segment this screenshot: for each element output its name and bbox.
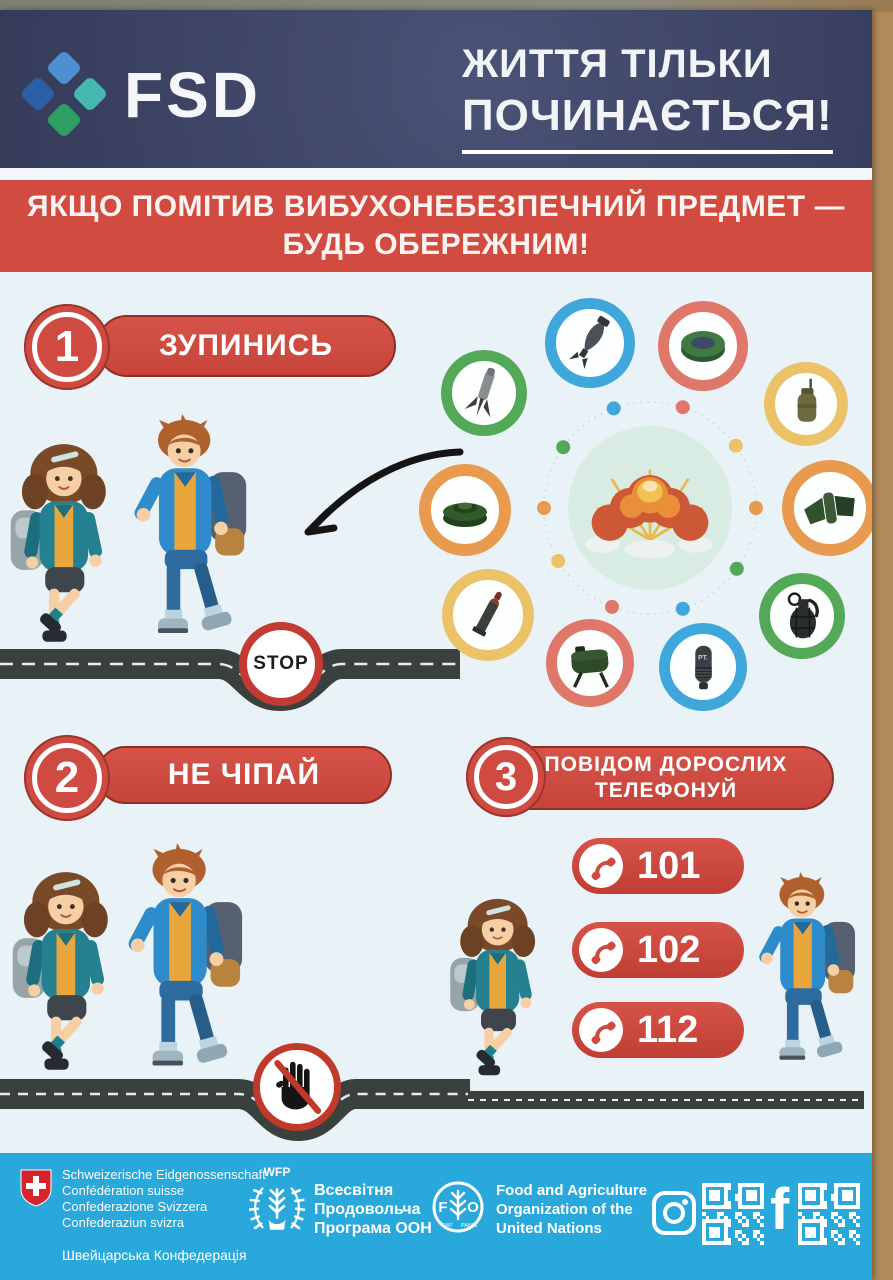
explosion-circle	[568, 426, 732, 590]
poster-title	[462, 38, 862, 154]
swiss-confederation-lines	[62, 1167, 266, 1231]
step-2-number: 2	[32, 743, 102, 813]
swiss-confederation-uk: Швейцарська Конфедерація	[62, 1247, 247, 1263]
warning-banner	[0, 180, 872, 272]
wfp-name-line3: Програма ООН	[314, 1220, 432, 1237]
hazard-radio-mine	[764, 362, 848, 446]
qr-code-facebook	[798, 1183, 860, 1245]
phone-pill-101	[572, 838, 744, 894]
step-3-badge	[466, 737, 546, 817]
no-touch-hand-icon	[262, 1052, 332, 1122]
mine-fuze-icon	[673, 316, 733, 376]
step-1-badge	[24, 304, 110, 390]
wfp-name	[314, 1181, 432, 1238]
anti-tank-mine-icon	[435, 480, 495, 540]
fao-emblem-icon	[430, 1179, 486, 1235]
phone-pill-102	[572, 922, 744, 978]
step-1-number: 1	[32, 312, 102, 382]
qr-code-instagram	[702, 1183, 764, 1245]
poster-header	[0, 10, 872, 168]
stop-sign	[239, 622, 323, 706]
phone-number-101: 101	[637, 844, 701, 887]
poster-footer	[0, 1153, 872, 1280]
butterfly-mine-icon	[799, 477, 861, 539]
boy-walking	[126, 414, 252, 666]
boy-pointing	[752, 872, 860, 1088]
swiss-line-it: Confederazione Svizzera	[62, 1199, 208, 1214]
step-1-pill	[96, 315, 396, 377]
step-2-label: НЕ ЧІПАЙ	[167, 758, 321, 791]
swiss-line-de: Schweizerische Eidgenossenschaft	[62, 1167, 266, 1182]
step-3-label-line1: ПОВІДОМ ДОРОСЛИХ	[544, 753, 788, 776]
hazard-anti-tank-mine	[419, 464, 511, 556]
girl-walking	[6, 432, 118, 665]
swiss-shield-icon	[20, 1169, 52, 1207]
wfp-emblem-icon	[249, 1179, 305, 1235]
phone-pill-112	[572, 1002, 744, 1058]
fao-name-line1: Food and Agriculture	[496, 1182, 648, 1199]
wfp-name-line2: Продовольча	[314, 1201, 421, 1218]
poster-title-line1: ЖИТТЯ ТІЛЬКИ	[462, 42, 773, 86]
swiss-line-rm: Confederaziun svizra	[62, 1215, 185, 1230]
mortar-shell-icon	[560, 313, 620, 373]
fsd-logo-text: FSD	[124, 59, 261, 131]
hazard-bullet	[442, 569, 534, 661]
hazard-rocket	[441, 350, 527, 436]
facebook-icon: f	[770, 1177, 790, 1242]
phone-icon	[579, 844, 623, 888]
swiss-line-fr: Confédération suisse	[62, 1183, 185, 1198]
warning-banner-line2: БУДЬ ОБЕРЕЖНИМ!	[282, 228, 590, 261]
phone-icon	[579, 928, 623, 972]
hazard-submunition	[659, 623, 747, 711]
instagram-icon	[650, 1189, 698, 1237]
no-touch-sign	[253, 1043, 341, 1131]
submunition-icon	[674, 638, 732, 696]
hazard-fragmentation-mine	[546, 619, 634, 707]
girl-walking	[8, 860, 120, 1093]
warning-banner-line1: ЯКЩО ПОМІТИВ ВИБУХОНЕБЕЗПЕЧНИЙ ПРЕДМЕТ —	[27, 190, 845, 223]
step-2-badge	[24, 735, 110, 821]
step-2-pill	[96, 746, 392, 804]
wfp-name-line1: Всесвітня	[314, 1182, 394, 1199]
step-3-label-line2: ТЕЛЕФОНУЙ	[594, 779, 738, 802]
hazard-mine-fuze	[658, 301, 748, 391]
hazard-grenade	[759, 573, 845, 659]
radio-mine-icon	[778, 376, 834, 432]
phone-icon	[579, 1008, 623, 1052]
fragmentation-mine-icon	[561, 634, 619, 692]
explosion-icon	[577, 453, 723, 563]
girl-pointing	[446, 888, 546, 1096]
fao-name	[496, 1181, 647, 1238]
bullet-icon	[458, 585, 518, 645]
fao-name-line2: Organization of the	[496, 1201, 633, 1218]
safety-poster	[0, 10, 872, 1280]
hazard-butterfly-mine	[782, 460, 872, 556]
step-3-pill	[498, 746, 834, 810]
hazard-mortar-shell	[545, 298, 635, 388]
boy-walking	[120, 843, 248, 1099]
rocket-icon	[455, 364, 513, 422]
phone-number-112: 112	[637, 1008, 699, 1051]
poster-title-line2: ПОЧИНАЄТЬСЯ!	[462, 90, 833, 154]
step-1-label: ЗУПИНИСЬ	[159, 329, 333, 362]
step-3-number: 3	[474, 745, 538, 809]
stop-sign-text: STOP	[253, 653, 309, 674]
phone-number-102: 102	[637, 928, 701, 971]
fsd-logo-icon	[16, 48, 112, 144]
header-divider	[0, 168, 872, 180]
wfp-logo	[248, 1165, 306, 1240]
grenade-icon	[774, 588, 830, 644]
fao-name-line3: United Nations	[496, 1220, 602, 1237]
wfp-logo-label: WFP	[263, 1165, 291, 1179]
